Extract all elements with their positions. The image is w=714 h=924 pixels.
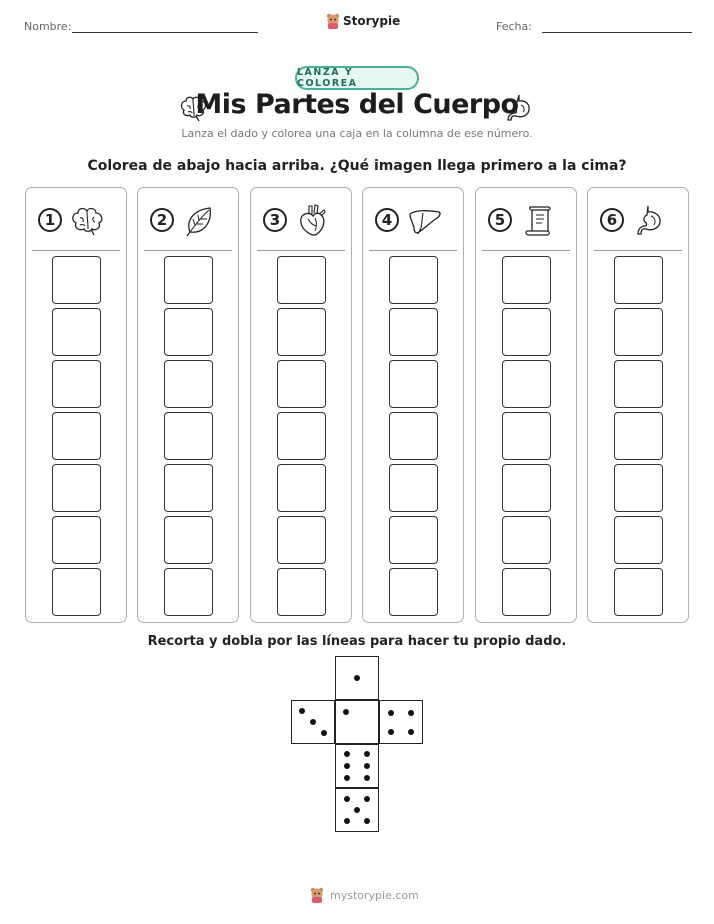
column-number: 6 <box>600 208 624 232</box>
column-number: 5 <box>488 208 512 232</box>
color-box[interactable] <box>277 568 326 616</box>
pip <box>344 818 350 824</box>
pip <box>321 730 327 736</box>
pip <box>388 710 394 716</box>
column-1 <box>25 187 127 623</box>
color-box[interactable] <box>164 360 213 408</box>
color-box[interactable] <box>164 568 213 616</box>
brand-name: Storypie <box>343 14 401 28</box>
pip <box>364 775 370 781</box>
stomach-icon <box>632 204 668 238</box>
color-box[interactable] <box>277 516 326 564</box>
column-divider <box>257 250 345 251</box>
color-box[interactable] <box>164 516 213 564</box>
column-divider <box>482 250 570 251</box>
color-box[interactable] <box>164 412 213 460</box>
color-box[interactable] <box>389 568 438 616</box>
pip <box>408 729 414 735</box>
color-box[interactable] <box>614 308 663 356</box>
color-box[interactable] <box>502 360 551 408</box>
color-box[interactable] <box>502 412 551 460</box>
footer-url[interactable]: mystorypie.com <box>330 888 419 902</box>
pip <box>364 751 370 757</box>
date-line[interactable] <box>542 32 692 33</box>
column-divider <box>32 250 120 251</box>
color-box[interactable] <box>164 308 213 356</box>
color-box[interactable] <box>277 308 326 356</box>
column-4 <box>362 187 464 623</box>
color-box[interactable] <box>614 412 663 460</box>
pip <box>310 719 316 725</box>
page-subtitle: Lanza el dado y colorea una caja en la columna de ese número. <box>181 127 533 140</box>
dice-face-6 <box>335 744 379 788</box>
pip <box>354 675 360 681</box>
pip <box>344 751 350 757</box>
column-header <box>363 204 463 238</box>
pip <box>344 775 350 781</box>
column-header <box>588 204 688 238</box>
color-box[interactable] <box>52 256 101 304</box>
color-box[interactable] <box>52 412 101 460</box>
color-box[interactable] <box>502 516 551 564</box>
color-box[interactable] <box>502 568 551 616</box>
column-header <box>26 204 126 238</box>
column-number: 2 <box>150 208 174 232</box>
footer <box>309 887 419 903</box>
column-number: 1 <box>38 208 62 232</box>
dice-face-1 <box>335 656 379 700</box>
pip <box>408 710 414 716</box>
pip <box>364 763 370 769</box>
color-box[interactable] <box>389 308 438 356</box>
column-divider <box>594 250 682 251</box>
game-instruction: Colorea de abajo hacia arriba. ¿Qué imagen llega primero a la cima? <box>87 158 627 174</box>
column-2 <box>137 187 239 623</box>
page-title: Mis Partes del Cuerpo <box>195 89 519 120</box>
name-label: Nombre: <box>24 20 72 33</box>
pip <box>354 807 360 813</box>
name-line[interactable] <box>72 32 258 33</box>
color-box[interactable] <box>52 568 101 616</box>
column-number: 3 <box>263 208 287 232</box>
pip <box>343 709 349 715</box>
heart-icon <box>295 204 331 238</box>
dice-face-1-center <box>335 700 379 744</box>
pip <box>364 796 370 802</box>
color-box[interactable] <box>52 516 101 564</box>
column-6 <box>587 187 689 623</box>
color-box[interactable] <box>277 256 326 304</box>
column-header <box>251 204 351 238</box>
pip <box>344 763 350 769</box>
color-box[interactable] <box>389 256 438 304</box>
dice-face-3 <box>291 700 335 744</box>
liver-icon <box>407 204 443 238</box>
pip <box>388 729 394 735</box>
brand-logo <box>326 13 400 29</box>
color-box[interactable] <box>164 256 213 304</box>
scroll-icon <box>520 204 556 238</box>
pip <box>344 796 350 802</box>
stomach-icon <box>503 92 535 124</box>
color-box[interactable] <box>277 360 326 408</box>
color-box[interactable] <box>502 464 551 512</box>
color-box[interactable] <box>277 464 326 512</box>
pip <box>299 708 305 714</box>
bear-logo-icon <box>309 887 325 903</box>
dice-face-5 <box>335 788 379 832</box>
cut-instruction: Recorta y dobla por las líneas para hacer tu propio dado. <box>147 634 567 649</box>
column-header <box>138 204 238 238</box>
color-box[interactable] <box>502 308 551 356</box>
color-box[interactable] <box>52 360 101 408</box>
color-box[interactable] <box>389 412 438 460</box>
color-box[interactable] <box>614 464 663 512</box>
leaf-icon <box>182 204 218 238</box>
color-box[interactable] <box>389 360 438 408</box>
pip <box>364 818 370 824</box>
column-divider <box>144 250 232 251</box>
color-box[interactable] <box>277 412 326 460</box>
column-divider <box>369 250 457 251</box>
brain-icon <box>70 204 106 238</box>
column-5 <box>475 187 577 623</box>
color-box[interactable] <box>389 516 438 564</box>
column-3 <box>250 187 352 623</box>
color-box[interactable] <box>614 360 663 408</box>
date-label: Fecha: <box>496 20 532 33</box>
color-box[interactable] <box>502 256 551 304</box>
color-box[interactable] <box>52 308 101 356</box>
color-box[interactable] <box>614 568 663 616</box>
dice-face-4 <box>379 700 423 744</box>
color-box[interactable] <box>614 256 663 304</box>
color-box[interactable] <box>164 464 213 512</box>
color-box[interactable] <box>389 464 438 512</box>
bear-logo-icon <box>326 13 340 29</box>
color-box[interactable] <box>614 516 663 564</box>
column-header <box>476 204 576 238</box>
color-box[interactable] <box>52 464 101 512</box>
column-number: 4 <box>375 208 399 232</box>
activity-badge: LANZA Y COLOREA <box>295 66 419 90</box>
